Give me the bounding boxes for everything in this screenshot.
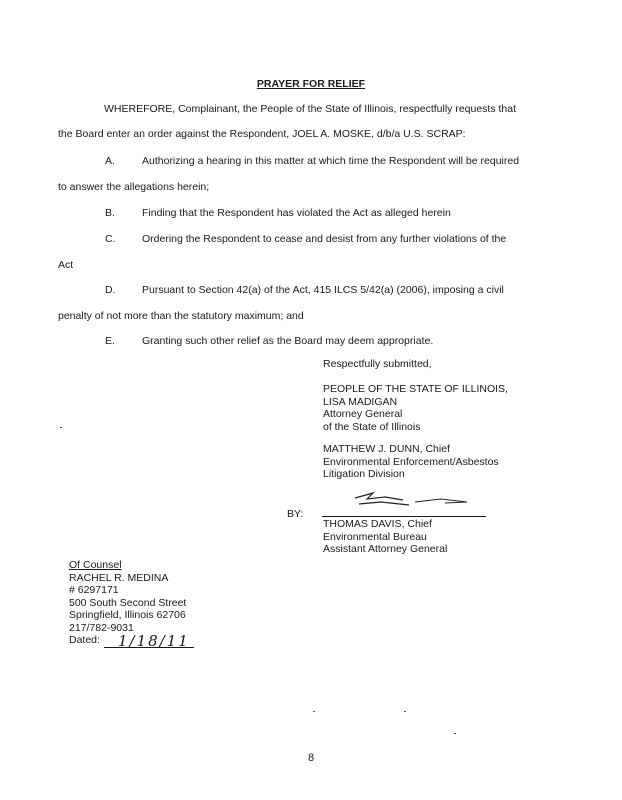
item-c-text: Ordering the Respondent to cease and desist from any further violations of the	[142, 233, 507, 245]
signer-block	[323, 518, 447, 556]
dated-line	[104, 647, 194, 648]
item-b-text: Finding that the Respondent has violated the Act as alleged herein	[142, 207, 451, 219]
item-e-text: Granting such other relief as the Board may deem appropriate.	[142, 335, 434, 347]
counsel-street: 500 South Second Street	[69, 596, 187, 609]
scan-speck	[454, 733, 456, 734]
item-e-label: E.	[105, 335, 115, 347]
sig-line-2: LISA MADIGAN	[323, 395, 398, 408]
item-d-text-cont: penalty of not more than the statutory maximum; and	[58, 310, 304, 322]
signer-title-2: Assistant Attorney General	[323, 543, 448, 555]
sig-line-1: PEOPLE OF THE STATE OF ILLINOIS,	[323, 383, 508, 395]
counsel-city: Springfield, Illinois 62706	[69, 609, 186, 621]
item-b-label: B.	[105, 207, 115, 219]
item-c-label: C.	[105, 233, 116, 245]
counsel-phone: 217/782-9031	[69, 621, 134, 634]
item-a-label: A.	[105, 155, 115, 167]
sig-line-5: MATTHEW J. DUNN, Chief	[323, 443, 450, 455]
item-d-text: Pursuant to Section 42(a) of the Act, 415 ILCS 5/42(a) (2006), imposing a civil	[142, 284, 504, 296]
counsel-reg-no: # 6297171	[69, 584, 119, 596]
scan-speck	[404, 711, 406, 712]
dated-label: Dated:	[69, 634, 100, 646]
intro-line-2: the Board enter an order against the Respondent, JOEL A. MOSKE, d/b/a U.S. SCRAP:	[58, 128, 466, 140]
counsel-name: RACHEL R. MEDINA	[69, 571, 169, 584]
sig-line-4: of the State of Illinois	[323, 420, 421, 433]
signer-name: THOMAS DAVIS, Chief	[323, 518, 432, 530]
scan-speck	[313, 711, 315, 712]
counsel-heading: Of Counsel	[69, 559, 122, 571]
intro-line-1: WHEREFORE, Complainant, the People of the State of Illinois, respectfully requests that	[104, 103, 517, 115]
sig-line-3: Attorney General	[323, 408, 403, 420]
signature-block-office	[323, 383, 508, 433]
sig-line-7: Litigation Division	[323, 468, 405, 480]
item-a-text: Authorizing a hearing in this matter at which time the Respondent will be required	[142, 155, 520, 167]
item-c-text-cont: Act	[58, 259, 74, 271]
by-label: BY:	[287, 508, 304, 520]
scan-speck	[60, 427, 62, 428]
document-title: PRAYER FOR RELIEF	[256, 78, 366, 90]
item-d-label: D.	[105, 284, 116, 296]
dated-value: 1/18/11	[118, 632, 190, 650]
signature-block-division	[323, 443, 499, 481]
item-a-text-cont: to answer the allegations herein;	[58, 181, 210, 193]
signature-line	[322, 516, 486, 517]
sig-line-6: Environmental Enforcement/Asbestos	[323, 455, 499, 468]
page-number: 8	[307, 752, 315, 764]
signer-title-1: Environmental Bureau	[323, 530, 427, 543]
handwritten-signature	[345, 490, 485, 516]
closing: Respectfully submitted,	[323, 358, 432, 370]
